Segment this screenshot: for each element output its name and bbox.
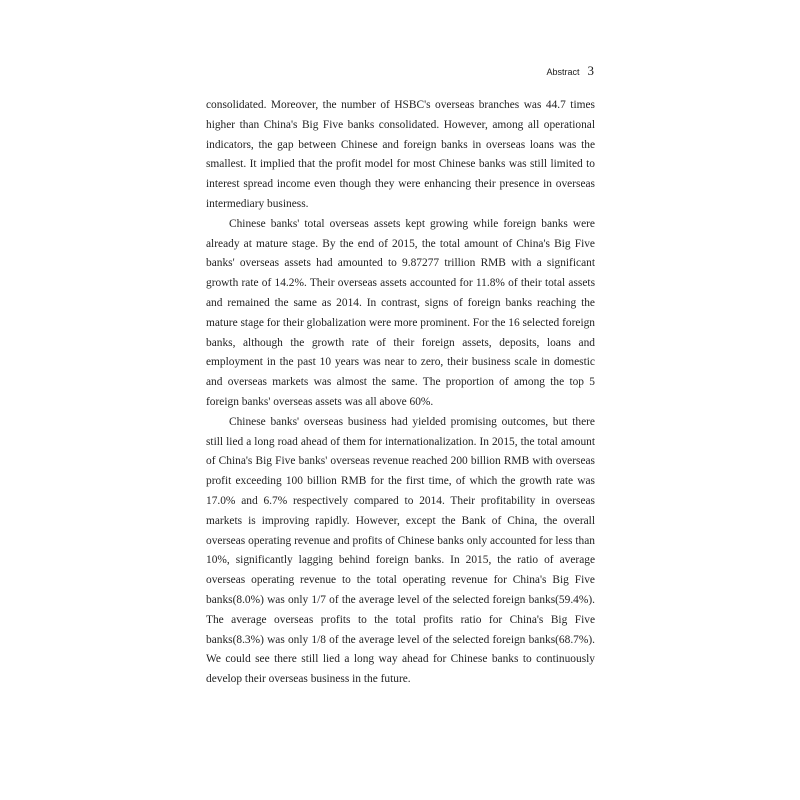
page-number: 3 <box>587 63 594 78</box>
section-title: Abstract <box>546 67 580 77</box>
paragraph-continued: consolidated. Moreover, the number of HSBC's overseas branches was 44.7 times higher than China's Big Five banks consolidated. However, among all operational indicators, the gap between Chinese and foreign banks in overseas loans was the smallest. It implied that the profit model for most Chinese banks was still limited to interest spread income even though they were enhancing their presence in overseas intermediary business. <box>206 99 595 210</box>
body-text <box>206 96 595 690</box>
paragraph-overseas-assets: Chinese banks' total overseas assets kept growing while foreign banks were already at mature stage. By the end of 2015, the total amount of China's Big Five banks' overseas assets had amounted to 9.87277 trillion RMB with a significant growth rate of 14.2%. Their overseas assets accounted for 11.8% of their total assets and remained the same as 2014. In contrast, signs of foreign banks reaching the mature stage for their globalization were more prominent. For the 16 selected foreign banks, although the growth rate of their foreign assets, deposits, loans and employment in the past 10 years was near to zero, their business scale in domestic and overseas markets was almost the same. The proportion of among the top 5 foreign banks' overseas assets was all above 60%. <box>206 217 595 408</box>
running-head <box>546 63 594 79</box>
paragraph-overseas-business: Chinese banks' overseas business had yielded promising outcomes, but there still lied a long road ahead of them for internationalization. In 2015, the total amount of China's Big Five banks' overseas revenue reached 200 billion RMB with overseas profit exceeding 100 billion RMB for the first time, of which the growth rate was 17.0% and 6.7% respectively compared to 2014. Their profitability in overseas markets is improving rapidly. However, except the Bank of China, the overall overseas operating revenue and profits of Chinese banks only accounted for less than 10%, significantly lagging behind foreign banks. In 2015, the ratio of average overseas operating revenue to the total operating revenue for China's Big Five banks(8.0%) was only 1/7 of the average level of the selected foreign banks(59.4%). The average overseas profits to the total profits ratio for China's Big Five banks(8.3%) was only 1/8 of the average level of the selected foreign banks(68.7%). We could see there still lied a long way ahead for Chinese banks to continuously develop their overseas business in the future. <box>206 415 595 686</box>
